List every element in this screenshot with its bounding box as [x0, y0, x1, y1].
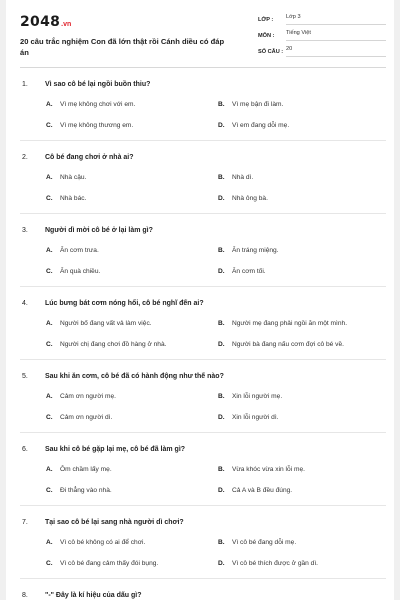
answer-option-c[interactable] — [46, 122, 133, 129]
question-title — [22, 227, 153, 234]
question-number: 3. — [22, 227, 28, 234]
logo-main-text: 2048 — [20, 14, 61, 30]
option-text: Cảm ơn người dì. — [60, 414, 113, 421]
question-number: 8. — [22, 592, 28, 599]
question-title — [22, 81, 150, 88]
answer-option-d[interactable] — [218, 414, 279, 421]
question-title — [22, 592, 142, 599]
option-text: Đi thẳng vào nhà. — [60, 487, 112, 494]
answer-option-c[interactable] — [46, 268, 100, 275]
question-title — [22, 373, 224, 380]
question-number: 2. — [22, 154, 28, 161]
answer-option-b[interactable] — [218, 174, 253, 181]
question-title — [22, 300, 204, 307]
option-text: Nhà dì. — [232, 174, 254, 181]
option-letter: D. — [218, 268, 225, 275]
option-letter: D. — [218, 122, 225, 129]
worksheet-title: 20 câu trắc nghiệm Con đã lớn thật rồi Cánh diều có đáp án — [20, 37, 225, 57]
option-text: Ôm chầm lấy mẹ. — [60, 466, 112, 473]
option-text: Vì cô bé thích được ở gần dì. — [232, 560, 319, 567]
option-letter: B. — [218, 320, 225, 327]
question-text: Tại sao cô bé lại sang nhà người dì chơi? — [45, 519, 184, 526]
question-number: 4. — [22, 300, 28, 307]
option-letter: B. — [218, 247, 225, 254]
option-letter: D. — [218, 487, 225, 494]
question-item — [6, 68, 394, 141]
answer-option-a[interactable] — [46, 466, 112, 473]
question-number: 7. — [22, 519, 28, 526]
question-item — [6, 579, 394, 600]
answer-option-a[interactable] — [46, 393, 116, 400]
question-number: 5. — [22, 373, 28, 380]
option-text: Ăn quà chiều. — [60, 268, 101, 275]
question-item — [6, 433, 394, 506]
option-text: Người mẹ đang phải ngồi ăn một mình. — [232, 320, 348, 327]
option-text: Vì em đang dỗi mẹ. — [232, 122, 290, 129]
option-text: Ăn cơm trưa. — [60, 247, 99, 254]
question-text: "-" Đây là kí hiệu của dấu gì? — [45, 592, 142, 599]
option-letter: B. — [218, 466, 225, 473]
question-item — [6, 506, 394, 579]
option-text: Xin lỗi người mẹ. — [232, 393, 283, 400]
meta-label: MÔN : — [258, 33, 275, 39]
option-letter: C. — [46, 268, 53, 275]
option-letter: A. — [46, 539, 53, 546]
answer-option-a[interactable] — [46, 174, 86, 181]
option-letter: A. — [46, 101, 53, 108]
option-text: Vì cô bé đang dỗi mẹ. — [232, 539, 297, 546]
answer-option-d[interactable] — [218, 487, 292, 494]
option-text: Vì cô bé đang cảm thấy đói bụng. — [60, 560, 159, 567]
option-letter: D. — [218, 195, 225, 202]
question-text: Vì sao cô bé lại ngồi buồn thiu? — [45, 81, 151, 88]
option-text: Vừa khóc vừa xin lỗi mẹ. — [232, 466, 305, 473]
meta-label: SỐ CÂU : — [258, 49, 284, 55]
question-item — [6, 214, 394, 287]
question-text: Lúc bưng bát cơm nóng hổi, cô bé nghĩ đến ai? — [45, 300, 204, 307]
option-letter: D. — [218, 414, 225, 421]
option-text: Xin lỗi người dì. — [232, 414, 279, 421]
logo-domain-text: .vn — [61, 21, 72, 28]
question-text: Sau khi ăn cơm, cô bé đã có hành động như thế nào? — [45, 373, 224, 380]
answer-option-d[interactable] — [218, 560, 318, 567]
meta-row-class — [258, 13, 386, 25]
worksheet-page — [6, 0, 394, 600]
answer-option-c[interactable] — [46, 487, 112, 494]
answer-option-b[interactable] — [218, 393, 282, 400]
question-number: 6. — [22, 446, 28, 453]
option-letter: C. — [46, 195, 53, 202]
question-text: Người dì mời cô bé ở lại làm gì? — [45, 227, 153, 234]
worksheet-meta — [258, 13, 386, 61]
option-text: Nhà bác. — [60, 195, 87, 202]
option-letter: C. — [46, 341, 53, 348]
worksheet-header — [6, 0, 394, 62]
answer-option-b[interactable] — [218, 320, 347, 327]
meta-value: Lớp 3 — [286, 14, 386, 25]
question-item — [6, 141, 394, 214]
option-letter: D. — [218, 341, 225, 348]
option-letter: D. — [218, 560, 225, 567]
meta-label: LỚP : — [258, 17, 274, 23]
answer-option-d[interactable] — [218, 122, 289, 129]
answer-option-c[interactable] — [46, 560, 158, 567]
answer-option-c[interactable] — [46, 341, 166, 348]
meta-row-subject — [258, 29, 386, 41]
meta-value: Tiếng Việt — [286, 30, 386, 41]
option-letter: C. — [46, 122, 53, 129]
answer-option-d[interactable] — [218, 195, 268, 202]
question-title — [22, 446, 185, 453]
option-letter: B. — [218, 101, 225, 108]
option-letter: C. — [46, 560, 53, 567]
answer-option-d[interactable] — [218, 268, 266, 275]
option-text: Vì mẹ không chơi với em. — [60, 101, 136, 108]
answer-option-a[interactable] — [46, 247, 99, 254]
option-letter: C. — [46, 487, 53, 494]
option-text: Người bố đang vất vả làm việc. — [60, 320, 152, 327]
option-letter: A. — [46, 320, 53, 327]
option-letter: A. — [46, 174, 53, 181]
option-text: Ăn cơm tối. — [232, 268, 266, 275]
answer-option-d[interactable] — [218, 341, 344, 348]
option-letter: B. — [218, 393, 225, 400]
option-letter: C. — [46, 414, 53, 421]
answer-option-b[interactable] — [218, 247, 279, 254]
question-list — [6, 68, 394, 600]
option-letter: A. — [46, 466, 53, 473]
option-text: Người chị đang chơi đồ hàng ở nhà. — [60, 341, 167, 348]
answer-option-a[interactable] — [46, 539, 145, 546]
answer-option-a[interactable] — [46, 101, 135, 108]
meta-value: 20 — [286, 46, 386, 57]
option-text: Ăn tráng miệng. — [232, 247, 279, 254]
answer-option-c[interactable] — [46, 195, 86, 202]
answer-option-b[interactable] — [218, 539, 296, 546]
question-text: Sau khi cô bé gặp lại mẹ, cô bé đã làm gì? — [45, 446, 186, 453]
option-letter: B. — [218, 174, 225, 181]
answer-option-b[interactable] — [218, 466, 305, 473]
question-title — [22, 154, 134, 161]
option-text: Cảm ơn người mẹ. — [60, 393, 116, 400]
question-text: Cô bé đang chơi ở nhà ai? — [45, 154, 134, 161]
answer-option-a[interactable] — [46, 320, 152, 327]
answer-option-b[interactable] — [218, 101, 283, 108]
question-item — [6, 287, 394, 360]
question-title — [22, 519, 184, 526]
answer-option-c[interactable] — [46, 414, 112, 421]
option-letter: A. — [46, 393, 53, 400]
option-text: Cả A và B đều đúng. — [232, 487, 293, 494]
option-letter: A. — [46, 247, 53, 254]
question-number: 1. — [22, 81, 28, 88]
option-text: Vì mẹ bận đi làm. — [232, 101, 284, 108]
option-text: Nhà cậu. — [60, 174, 87, 181]
option-text: Vì cô bé không có ai để chơi. — [60, 539, 146, 546]
meta-row-question-count — [258, 45, 386, 57]
question-item — [6, 360, 394, 433]
option-text: Người bà đang nấu cơm đợi cô bé về. — [232, 341, 344, 348]
option-text: Vì mẹ không thương em. — [60, 122, 134, 129]
option-text: Nhà ông bà. — [232, 195, 268, 202]
option-letter: B. — [218, 539, 225, 546]
